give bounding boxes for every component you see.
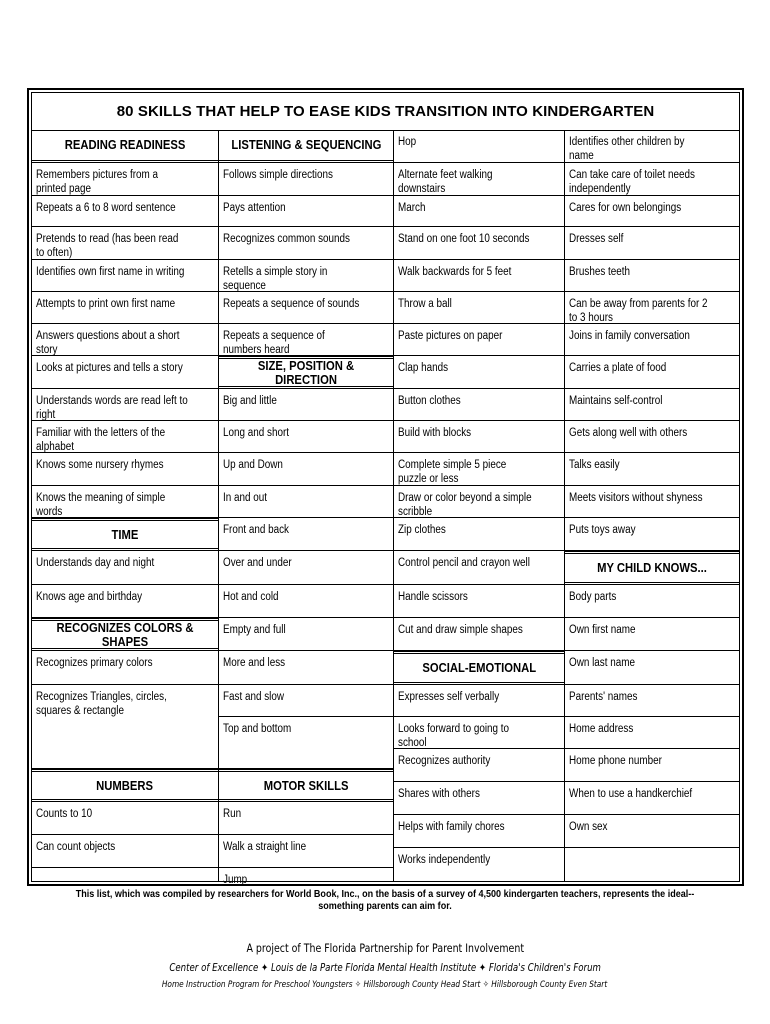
skill-text: Run [223, 808, 242, 820]
skill-text: Front and back [223, 524, 289, 536]
skill-text: Repeats a 6 to 8 word sentence [36, 202, 176, 214]
skill-cell [32, 227, 218, 260]
skill-text: Own last name [569, 657, 635, 669]
skill-text: Stand on one foot 10 seconds [398, 233, 530, 245]
skill-cell [394, 815, 564, 848]
section-header [32, 769, 218, 802]
skill-cell [219, 453, 393, 486]
skill-text: Home address [569, 723, 634, 735]
skill-text: Puts toys away [569, 524, 636, 536]
skill-text: Paste pictures on paper [398, 330, 503, 342]
skill-text: Knows the meaning of simple words [36, 492, 166, 518]
skill-cell [219, 651, 393, 685]
skill-cell [219, 835, 393, 868]
skill-text: Expresses self verbally [398, 691, 500, 703]
skill-cell [565, 618, 739, 651]
section-header [219, 356, 393, 389]
skill-cell [565, 260, 739, 292]
skill-text: Own sex [569, 821, 608, 833]
skill-cell [219, 518, 393, 551]
skill-cell [565, 685, 739, 717]
skill-cell [394, 130, 564, 163]
skill-text: March [398, 202, 426, 214]
skill-cell [32, 389, 218, 421]
skill-text: Gets along well with others [569, 427, 688, 439]
skill-text: Understands words are read left to right [36, 395, 188, 421]
skill-cell [565, 453, 739, 486]
skill-cell [394, 618, 564, 651]
skill-cell [32, 196, 218, 227]
table-title [32, 93, 739, 131]
skill-text: Looks forward to going to school [398, 723, 510, 749]
skill-text: Meets visitors without shyness [569, 492, 703, 504]
skill-text: Repeats a sequence of numbers heard [223, 330, 325, 356]
skill-cell [32, 551, 218, 585]
skill-text: Follows simple directions [223, 169, 333, 181]
skills-table [27, 88, 744, 886]
skill-cell [565, 227, 739, 260]
skill-text: Carries a plate of food [569, 362, 667, 374]
skill-cell [394, 260, 564, 292]
skill-text: Parents' names [569, 691, 638, 703]
skill-cell [32, 835, 218, 868]
skill-text: Zip clothes [398, 524, 446, 536]
skills-table-inner [31, 92, 740, 886]
footer-partners-line [0, 962, 770, 974]
skill-text: Answers questions about a short story [36, 330, 180, 356]
skill-text: Up and Down [223, 459, 283, 471]
skill-text: Control pencil and crayon well [398, 557, 530, 569]
section-header [394, 651, 564, 685]
section-header-text: MY CHILD KNOWS... [597, 561, 707, 575]
section-header-text: TIME [111, 527, 139, 542]
skill-cell [219, 618, 393, 651]
skill-cell [32, 292, 218, 324]
section-header [32, 130, 218, 163]
section-header [565, 551, 739, 585]
skill-cell [32, 685, 218, 769]
skill-text: Identifies own first name in writing [36, 266, 185, 278]
skill-text: Draw or color beyond a simple scribble [398, 492, 532, 518]
skill-cell [219, 163, 393, 196]
skill-cell [219, 324, 393, 356]
section-header [32, 618, 218, 651]
skill-cell [565, 749, 739, 782]
section-header-text: SOCIAL-EMOTIONAL [422, 661, 536, 675]
skill-text: Pretends to read (has been read to often) [36, 233, 179, 259]
skill-cell [565, 815, 739, 848]
skill-text: Knows age and birthday [36, 591, 143, 603]
skill-cell [32, 324, 218, 356]
skill-cell [394, 163, 564, 196]
skill-text: Repeats a sequence of sounds [223, 298, 360, 310]
skill-text: Talks easily [569, 459, 620, 471]
skill-text: Looks at pictures and tells a story [36, 362, 183, 374]
skill-text: Recognizes primary colors [36, 657, 153, 669]
skill-cell [394, 782, 564, 815]
skill-cell [394, 585, 564, 618]
skill-cell [32, 421, 218, 453]
skill-text: In and out [223, 492, 267, 504]
footer-line-2: Center of Excellence ✦ Louis de la Parte Florida Mental Health Institute ✦ Florida's Children's Forum [169, 962, 601, 974]
section-header [32, 518, 218, 551]
skill-text: Throw a ball [398, 298, 452, 310]
skill-text: Over and under [223, 557, 292, 569]
skill-cell [565, 196, 739, 227]
skill-text: Joins in family conversation [569, 330, 690, 342]
skill-cell [219, 196, 393, 227]
skill-text: Can take care of toilet needs independently [569, 169, 695, 195]
skill-cell [219, 292, 393, 324]
skill-cell [219, 551, 393, 585]
section-header-text: RECOGNIZES COLORS & SHAPES [56, 620, 194, 649]
skill-cell [219, 585, 393, 618]
skill-text: Empty and full [223, 624, 286, 636]
skill-text: Hop [398, 136, 417, 148]
skill-cell [32, 453, 218, 486]
skill-cell [565, 356, 739, 389]
skill-cell [219, 717, 393, 769]
skill-cell [565, 585, 739, 618]
column-4 [565, 130, 739, 881]
section-header-text: NUMBERS [96, 778, 154, 793]
section-header-text: READING READINESS [64, 138, 186, 152]
skill-cell [394, 389, 564, 421]
skill-cell [219, 486, 393, 518]
skill-cell [394, 551, 564, 585]
skill-cell [394, 227, 564, 260]
skill-cell [219, 802, 393, 835]
skill-cell [565, 389, 739, 421]
skill-text: Walk a straight line [223, 841, 307, 853]
skill-text: Complete simple 5 piece puzzle or less [398, 459, 507, 485]
footer-line-1: A project of The Florida Partnership for Parent Involvement [246, 941, 524, 955]
footer-line-3: Home Instruction Program for Preschool Youngsters ✧ Hillsborough County Head Start ✧ Hillsborough County Even Start [162, 980, 608, 990]
skill-text: Counts to 10 [36, 808, 93, 820]
skill-cell [32, 486, 218, 518]
skill-cell [32, 585, 218, 618]
skill-cell [565, 163, 739, 196]
skill-text: Alternate feet walking downstairs [398, 169, 493, 195]
skill-text: Can be away from parents for 2 to 3 hours [569, 298, 708, 324]
section-header [219, 769, 393, 802]
skill-text: Home phone number [569, 755, 662, 767]
section-header [219, 130, 393, 163]
skill-text: Understands day and night [36, 557, 155, 569]
skill-cell [219, 260, 393, 292]
skill-text: Top and bottom [223, 723, 292, 735]
skill-text: Identifies other children by name [569, 136, 685, 162]
skill-cell [219, 227, 393, 260]
skill-cell [219, 421, 393, 453]
skill-text: Recognizes common sounds [223, 233, 350, 245]
section-header-text: LISTENING & SEQUENCING [230, 138, 382, 152]
skill-text: Dresses self [569, 233, 624, 245]
skill-text: Brushes teeth [569, 266, 631, 278]
skill-cell [394, 356, 564, 389]
skill-cell [565, 421, 739, 453]
skill-cell [565, 518, 739, 551]
skill-text: Recognizes Triangles, circles, squares & rectangle [36, 691, 167, 717]
column-2 [219, 130, 394, 886]
skill-text: Familiar with the letters of the alphabet [36, 427, 166, 453]
skill-cell [565, 130, 739, 163]
skill-text: Can count objects [36, 841, 116, 853]
skill-text: Clap hands [398, 362, 449, 374]
skill-cell [32, 651, 218, 685]
skill-text: Cut and draw simple shapes [398, 624, 523, 636]
column-3 [394, 130, 565, 881]
skill-text: Body parts [569, 591, 617, 603]
skill-cell [394, 749, 564, 782]
skill-text: Fast and slow [223, 691, 285, 703]
skill-text: Works independently [398, 854, 491, 866]
skill-cell [394, 486, 564, 518]
skill-text: Knows some nursery rhymes [36, 459, 164, 471]
skill-cell [32, 260, 218, 292]
survey-note-text: This list, which was compiled by researchers for World Book, Inc., on the basis of a survey of 4,500 kindergarten teachers, represents the ideal--something parents can aim for. [75, 888, 695, 912]
title-text: 80 SKILLS THAT HELP TO EASE KIDS TRANSITION INTO KINDERGARTEN [116, 103, 655, 120]
skill-cell [394, 685, 564, 717]
skill-cell [394, 324, 564, 356]
skill-text: Maintains self-control [569, 395, 663, 407]
skill-cell [565, 782, 739, 815]
skill-cell [32, 163, 218, 196]
skill-text: Own first name [569, 624, 636, 636]
skill-cell [565, 292, 739, 324]
skill-text: Big and little [223, 395, 277, 407]
section-header-text: MOTOR SKILLS [263, 778, 349, 793]
skill-cell [32, 356, 218, 389]
skill-text: Long and short [223, 427, 289, 439]
column-1 [32, 130, 219, 881]
skill-cell [565, 717, 739, 749]
skill-text: More and less [223, 657, 286, 669]
skill-cell [32, 802, 218, 835]
footer-programs-line [0, 980, 770, 990]
skill-cell [394, 453, 564, 486]
skill-text: Attempts to print own first name [36, 298, 176, 310]
footer-project-line [0, 941, 770, 955]
survey-note [0, 888, 770, 912]
skill-text: Hot and cold [223, 591, 279, 603]
skill-text: Shares with others [398, 788, 480, 800]
skill-cell [565, 651, 739, 685]
skill-cell [565, 486, 739, 518]
skill-text: Cares for own belongings [569, 202, 682, 214]
skill-cell [219, 685, 393, 717]
skill-cell [565, 324, 739, 356]
skill-text: Retells a simple story in sequence [223, 266, 328, 292]
skill-text: When to use a handkerchief [569, 788, 693, 800]
skill-cell [394, 292, 564, 324]
skill-cell [394, 848, 564, 874]
skill-cell [394, 518, 564, 551]
skill-text: Walk backwards for 5 feet [398, 266, 512, 278]
skill-cell [394, 196, 564, 227]
skill-text: Remembers pictures from a printed page [36, 169, 159, 195]
skill-text: Build with blocks [398, 427, 472, 439]
skill-cell [394, 421, 564, 453]
skill-cell [394, 717, 564, 749]
skill-text: Pays attention [223, 202, 286, 214]
skill-cell [565, 848, 739, 874]
section-header-text: SIZE, POSITION & DIRECTION [257, 358, 355, 387]
skill-text: Recognizes authority [398, 755, 491, 767]
skill-text: Handle scissors [398, 591, 468, 603]
skill-text: Jump [223, 874, 248, 886]
skill-cell [219, 389, 393, 421]
skill-text: Button clothes [398, 395, 461, 407]
skill-text: Helps with family chores [398, 821, 505, 833]
